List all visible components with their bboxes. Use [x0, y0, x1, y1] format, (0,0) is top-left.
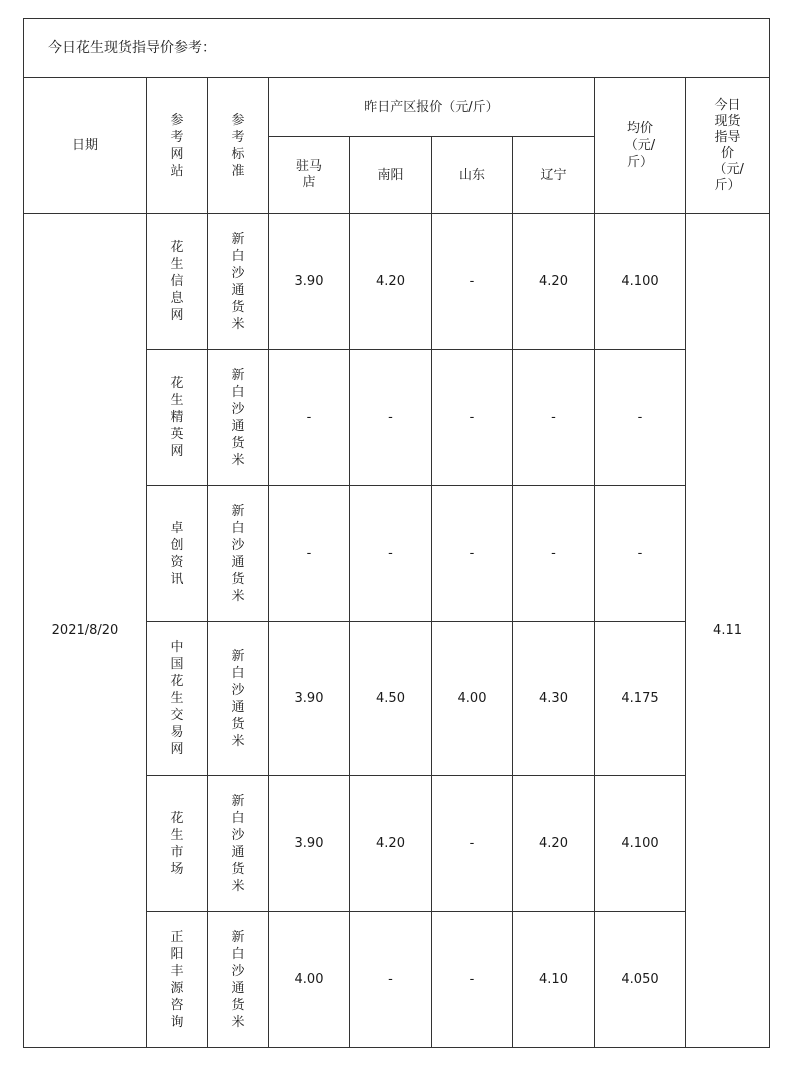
nanyang-cell: -: [350, 350, 432, 486]
header-site: 参考网站: [147, 78, 208, 214]
header-region-zhumadian: 驻马店: [269, 137, 350, 214]
site-cell: 花生信息网: [147, 214, 208, 350]
liaoning-cell: 4.30: [513, 622, 595, 776]
standard-cell: 新白沙通货米: [208, 350, 269, 486]
site-cell: 花生精英网: [147, 350, 208, 486]
nanyang-cell: -: [350, 912, 432, 1048]
liaoning-cell: 4.20: [513, 214, 595, 350]
shandong-cell: -: [432, 486, 513, 622]
site-cell: 卓创资讯: [147, 486, 208, 622]
price-table: [23, 18, 770, 1048]
header-region-shandong: 山东: [432, 137, 513, 214]
zhumadian-cell: -: [269, 486, 350, 622]
liaoning-cell: -: [513, 486, 595, 622]
site-cell: 花生市场: [147, 776, 208, 912]
header-guide: 今日现货指导价（元/斤）: [686, 78, 770, 214]
price-sheet: [23, 18, 769, 1048]
zhumadian-cell: 4.00: [269, 912, 350, 1048]
shandong-cell: -: [432, 912, 513, 1048]
header-date: 日期: [24, 78, 147, 214]
standard-cell: 新白沙通货米: [208, 776, 269, 912]
nanyang-cell: -: [350, 486, 432, 622]
avg-cell: -: [595, 486, 686, 622]
site-cell: 中国花生交易网: [147, 622, 208, 776]
header-region-liaoning: 辽宁: [513, 137, 595, 214]
site-cell: 正阳丰源咨询: [147, 912, 208, 1048]
shandong-cell: -: [432, 776, 513, 912]
avg-cell: 4.050: [595, 912, 686, 1048]
nanyang-cell: 4.20: [350, 214, 432, 350]
shandong-cell: -: [432, 350, 513, 486]
liaoning-cell: 4.20: [513, 776, 595, 912]
standard-cell: 新白沙通货米: [208, 486, 269, 622]
zhumadian-cell: 3.90: [269, 622, 350, 776]
header-standard: 参考标准: [208, 78, 269, 214]
liaoning-cell: -: [513, 350, 595, 486]
header-yesterday-quotes: 昨日产区报价（元/斤）: [269, 78, 595, 137]
shandong-cell: -: [432, 214, 513, 350]
standard-cell: 新白沙通货米: [208, 912, 269, 1048]
page-title: 今日花生现货指导价参考：: [24, 19, 770, 78]
nanyang-cell: 4.50: [350, 622, 432, 776]
standard-cell: 新白沙通货米: [208, 622, 269, 776]
header-avg: 均价（元/斤）: [595, 78, 686, 214]
table-row: [24, 214, 770, 350]
zhumadian-cell: 3.90: [269, 776, 350, 912]
header-region-nanyang: 南阳: [350, 137, 432, 214]
standard-cell: 新白沙通货米: [208, 214, 269, 350]
avg-cell: -: [595, 350, 686, 486]
zhumadian-cell: -: [269, 350, 350, 486]
liaoning-cell: 4.10: [513, 912, 595, 1048]
avg-cell: 4.175: [595, 622, 686, 776]
zhumadian-cell: 3.90: [269, 214, 350, 350]
nanyang-cell: 4.20: [350, 776, 432, 912]
date-cell: 2021/8/20: [24, 214, 147, 1048]
avg-cell: 4.100: [595, 776, 686, 912]
shandong-cell: 4.00: [432, 622, 513, 776]
guide-price-cell: 4.11: [686, 214, 770, 1048]
avg-cell: 4.100: [595, 214, 686, 350]
